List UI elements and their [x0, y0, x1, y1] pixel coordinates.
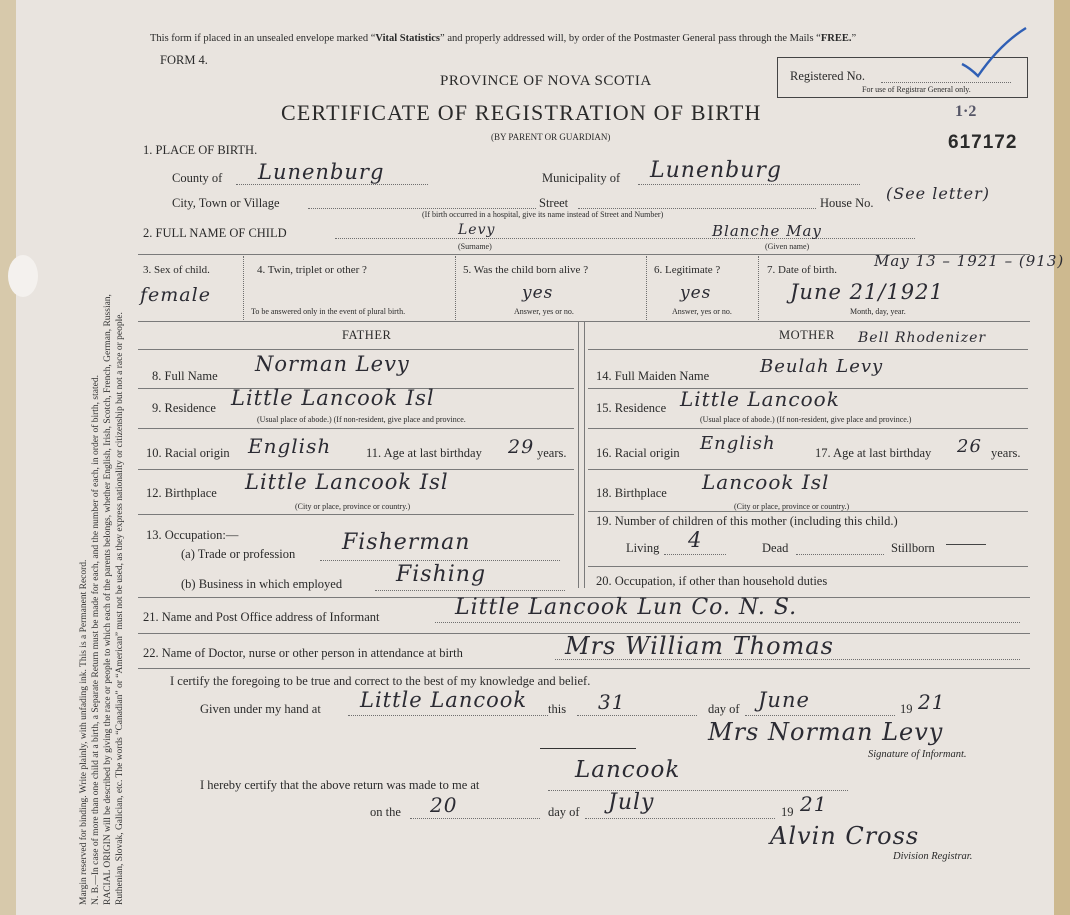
signature-informant-caption: Signature of Informant. [868, 749, 967, 760]
postal-notice: This form if placed in an unsealed envelope marked “Vital Statistics” and properly addressed will, by order of the Postmaster General pass through the Mails “FREE.” [150, 33, 857, 44]
hospital-note: (If birth occurred in a hospital, give its name instead of Street and Number) [422, 210, 664, 219]
mother-birthplace-label: 18. Birthplace [596, 486, 667, 500]
division-registrar-caption: Division Registrar. [893, 851, 973, 862]
paper-edge-right [1054, 0, 1070, 915]
mother-age-label: 17. Age at last birthday [815, 446, 932, 460]
city-place-caption: (City or place, province or country.) [295, 502, 411, 511]
occupation-label: 13. Occupation:— [146, 528, 239, 542]
mother-birthplace-value: Lancook Isl [702, 470, 830, 494]
years-label: years. [991, 446, 1021, 460]
margin-note-line: N. B.—In case of more than one child at a birth, a Separate Return must be made for each, and the number of each, in order of birth, stated. [91, 375, 101, 905]
business-label: (b) Business in which employed [181, 577, 343, 591]
father-heading: FATHER [342, 328, 392, 342]
corner-mark: 1·2 [955, 103, 977, 120]
born-alive-value: yes [522, 283, 554, 303]
twin-label: 4. Twin, triplet or other ? [257, 264, 367, 276]
margin-note-line: Margin reserved for binding. Write plainly, with unfading ink. This is a Permanent Record. [79, 559, 89, 905]
province-heading: PROVINCE OF NOVA SCOTIA [440, 73, 652, 89]
year-prefix: 19 [781, 805, 794, 819]
sex-value: female [140, 284, 211, 306]
father-birthplace-label: 12. Birthplace [146, 486, 217, 500]
legitimate-label: 6. Legitimate ? [654, 264, 721, 276]
answer-caption: Answer, yes or no. [672, 307, 732, 316]
living-count-value: 4 [688, 528, 703, 552]
mother-name-correction: Bell Rhodenizer [858, 330, 987, 346]
answer-caption: Answer, yes or no. [514, 307, 574, 316]
margin-notes [78, 5, 142, 905]
house-no-value: (See letter) [886, 184, 991, 203]
father-residence-label: 9. Residence [152, 401, 216, 415]
mother-maiden-name-value: Beulah Levy [760, 356, 884, 377]
legitimate-value: yes [680, 283, 712, 303]
month-day-year-caption: Month, day, year. [850, 307, 906, 316]
page-title: CERTIFICATE OF REGISTRATION OF BIRTH [281, 100, 762, 125]
year-prefix: 19 [900, 702, 913, 716]
father-age-label: 11. Age at last birthday [366, 446, 482, 460]
street-label: Street [539, 196, 569, 210]
punch-hole [8, 255, 38, 297]
given-name-caption: (Given name) [765, 242, 810, 251]
children-count-label: 19. Number of children of this mother (including this child.) [596, 514, 898, 528]
margin-note-line: RACIAL ORIGIN will be described by giving the race or people to which each of the parents belongs, whether English, Irish, Scotch, French, German, Russian, [103, 294, 113, 905]
usual-place-caption: (Usual place of abode.) (If non-resident, give place and province. [257, 415, 466, 424]
day-of-label: day of [708, 702, 740, 716]
margin-note-line: Ruthenian, Slovak, Galician, etc. The words “Canadian” or “American” must not be used, as they express nationality or citizenship but not a race or people. [115, 312, 125, 905]
returned-year-value: 21 [800, 792, 828, 816]
given-year-value: 21 [918, 690, 946, 714]
maiden-name-label: 14. Full Maiden Name [596, 369, 710, 383]
informant-value: Little Lancook Lun Co. N. S. [455, 595, 798, 620]
house-no-label: House No. [820, 196, 874, 210]
mother-heading: MOTHER [779, 328, 835, 342]
informant-label: 21. Name and Post Office address of Informant [143, 610, 380, 624]
hereby-certify-label: I hereby certify that the above return was made to me at [200, 778, 480, 792]
returned-month-value: July [608, 790, 655, 815]
living-label: Living [626, 541, 660, 555]
given-day-value: 31 [598, 690, 626, 714]
certify-statement: I certify the foregoing to be true and correct to the best of my knowledge and belief. [170, 674, 591, 688]
place-of-birth-label: 1. PLACE OF BIRTH. [143, 143, 258, 157]
informant-signature: Mrs Norman Levy [708, 718, 944, 746]
dead-label: Dead [762, 541, 789, 555]
father-racial-value: English [248, 434, 332, 458]
mother-residence-label: 15. Residence [596, 401, 667, 415]
date-of-birth-label: 7. Date of birth. [767, 264, 837, 276]
county-value: Lunenburg [258, 160, 385, 184]
doctor-label: 22. Name of Doctor, nurse or other person in attendance at birth [143, 646, 463, 660]
returned-at-value: Lancook [575, 757, 681, 783]
given-under-label: Given under my hand at [200, 702, 321, 716]
serial-number: 617172 [948, 132, 1018, 153]
date-of-birth-correction: May 13 – 1921 – (913) [874, 252, 1065, 270]
given-at-value: Little Lancook [360, 688, 528, 712]
father-business-value: Fishing [396, 562, 487, 587]
county-label: County of [172, 171, 223, 185]
child-surname: Levy [458, 222, 496, 238]
registrar-use-note: For use of Registrar General only. [862, 85, 971, 94]
father-name-label: 8. Full Name [152, 369, 218, 383]
registered-label: Registered No. [790, 69, 865, 83]
date-of-birth-value: June 21/1921 [790, 280, 944, 304]
father-residence-value: Little Lancook Isl [231, 386, 435, 410]
given-month-value: June [758, 688, 810, 712]
father-birthplace-value: Little Lancook Isl [245, 470, 449, 494]
usual-place-caption: (Usual place of abode.) (If non-resident, give place and province.) [700, 415, 912, 424]
municipality-label: Municipality of [542, 171, 621, 185]
years-label: years. [537, 446, 567, 460]
paper-edge-left [0, 0, 16, 915]
city-place-caption: (City or place, province or country.) [734, 502, 850, 511]
on-the-label: on the [370, 805, 401, 819]
municipality-value: Lunenburg [650, 158, 782, 183]
city-label: City, Town or Village [172, 196, 280, 210]
father-age-value: 29 [508, 436, 535, 458]
father-racial-label: 10. Racial origin [146, 446, 230, 460]
page-subtitle: (BY PARENT OR GUARDIAN) [491, 132, 611, 142]
full-name-child-label: 2. FULL NAME OF CHILD [143, 226, 287, 240]
stillborn-label: Stillborn [891, 541, 935, 555]
form-number: FORM 4. [160, 53, 208, 67]
mother-residence-value: Little Lancook [680, 387, 840, 411]
surname-caption: (Surname) [458, 242, 492, 251]
day-of-label: day of [548, 805, 580, 819]
returned-day-value: 20 [430, 793, 458, 817]
mother-age-value: 26 [957, 436, 982, 457]
mother-racial-label: 16. Racial origin [596, 446, 680, 460]
sex-label: 3. Sex of child. [143, 264, 210, 276]
father-name-value: Norman Levy [255, 352, 410, 376]
mother-racial-value: English [700, 433, 776, 454]
born-alive-label: 5. Was the child born alive ? [463, 264, 589, 276]
mother-occupation-label: 20. Occupation, if other than household duties [596, 574, 828, 588]
doctor-value: Mrs William Thomas [565, 632, 834, 660]
twin-note: To be answered only in the event of plural birth. [251, 307, 406, 316]
registrar-signature: Alvin Cross [770, 822, 920, 850]
father-trade-value: Fisherman [342, 530, 471, 555]
check-mark-icon [960, 24, 1030, 84]
child-given-name: Blanche May [712, 222, 822, 240]
trade-label: (a) Trade or profession [181, 547, 296, 561]
this-label: this [548, 702, 567, 716]
